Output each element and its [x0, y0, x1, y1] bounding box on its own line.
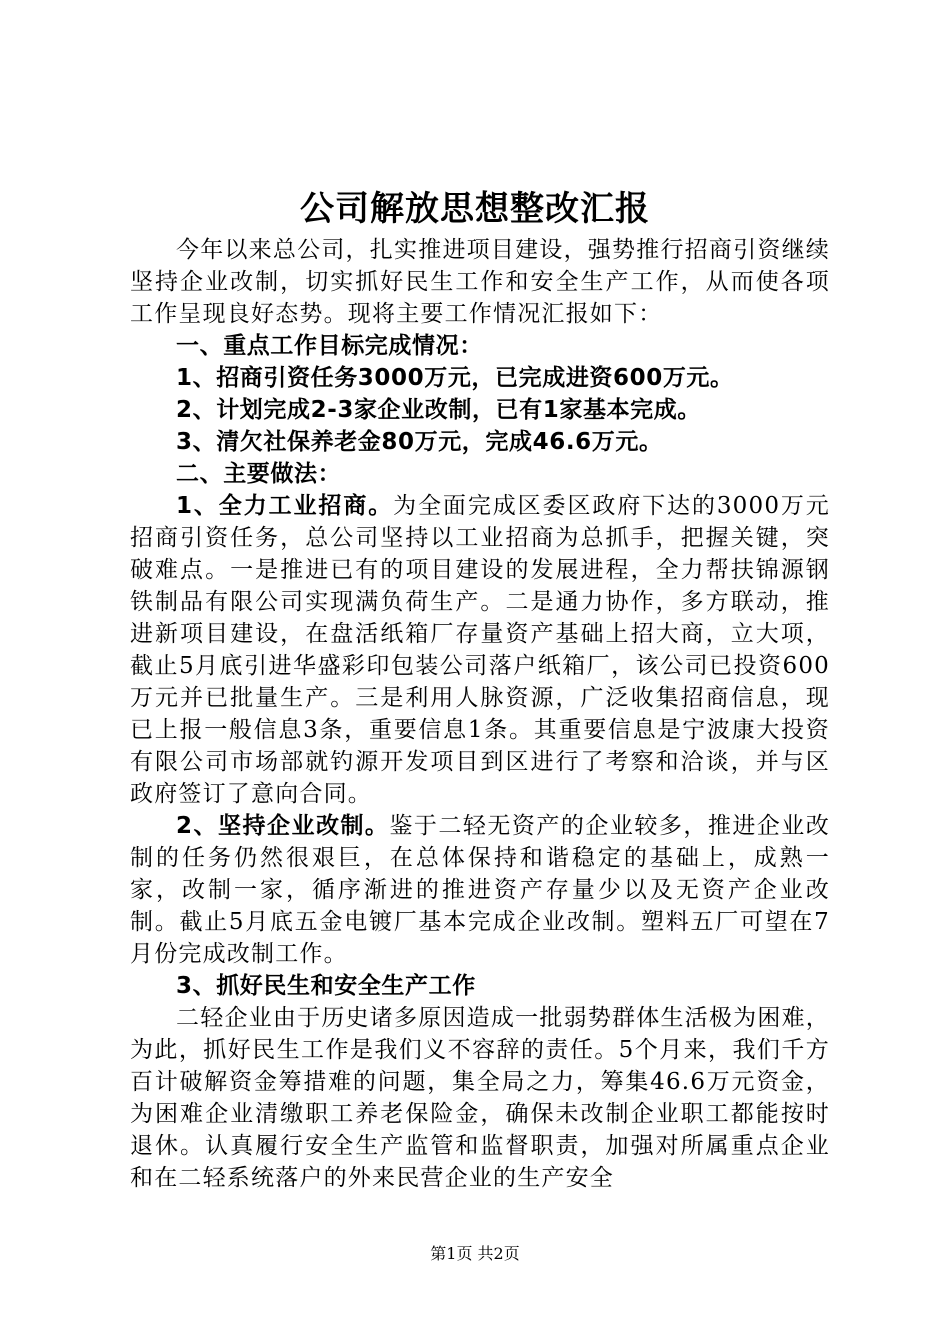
section1-item-1: 1、招商引资任务3000万元，已完成进资600万元。: [176, 365, 734, 391]
page-footer: 第1页 共2页: [430, 1244, 520, 1263]
point3-paragraph: 二轻企业由于历史诸多原因造成一批弱势群体生活极为困难，为此，抓好民生工作是我们义不容辞的责任。5个月来，我们千方百计破解资金筹措难的问题，集全局之力，筹集46.6万元资金，为困难企业清缴职工养老保险金，确保未改制企业职工都能按时退休。认真履行安全生产监管和监督职责，加强对所属重点企业和在二轻系统落户的外来民营企业的生产安全: [130, 1005, 830, 1191]
document-body: [130, 234, 830, 1194]
section2-heading: 二、主要做法：: [176, 461, 342, 487]
point2-paragraph: [130, 810, 830, 970]
point1-paragraph: [130, 490, 830, 810]
section1-heading: 一、重点工作目标完成情况：: [176, 333, 483, 359]
point1-text: 为全面完成区委区政府下达的3000万元招商引资任务，总公司坚持以工业招商为总抓手，把握关键，突破难点。一是推进已有的项目建设的发展进程，全力帮扶锦源钢铁制品有限公司实现满负荷生产。二是通力协作，多方联动，推进新项目建设，在盘活纸箱厂存量资产基础上招大商，立大项，截止5月底引进华盛彩印包装公司落户纸箱厂，该公司已投资600万元并已批量生产。三是利用人脉资源，广泛收集招商信息，现已上报一般信息3条，重要信息1条。其重要信息是宁波康大投资有限公司市场部就钓源开发项目到区进行了考察和洽谈，并与区政府签订了意向合同。: [130, 493, 830, 807]
point3-heading: 3、抓好民生和安全生产工作: [176, 973, 476, 999]
point1-lead: 1、全力工业招商。: [176, 493, 394, 519]
point2-lead: 2、坚持企业改制。: [176, 813, 390, 839]
intro-paragraph: 今年以来总公司，扎实推进项目建设，强势推行招商引资继续坚持企业改制，切实抓好民生工作和安全生产工作，从而使各项工作呈现良好态势。现将主要工作情况汇报如下：: [130, 237, 830, 327]
point2-text: 鉴于二轻无资产的企业较多，推进企业改制的任务仍然很艰巨，在总体保持和谐稳定的基础上，成熟一家，改制一家，循序渐进的推进资产存量少以及无资产企业改制。截止5月底五金电镀厂基本完成企业改制。塑料五厂可望在7月份完成改制工作。: [130, 813, 830, 967]
document-title: 公司解放思想整改汇报: [300, 189, 650, 229]
section1-item-3: 3、清欠社保养老金80万元，完成46.6万元。: [176, 429, 663, 455]
section1-item-2: 2、计划完成2-3家企业改制，已有1家基本完成。: [176, 397, 701, 423]
